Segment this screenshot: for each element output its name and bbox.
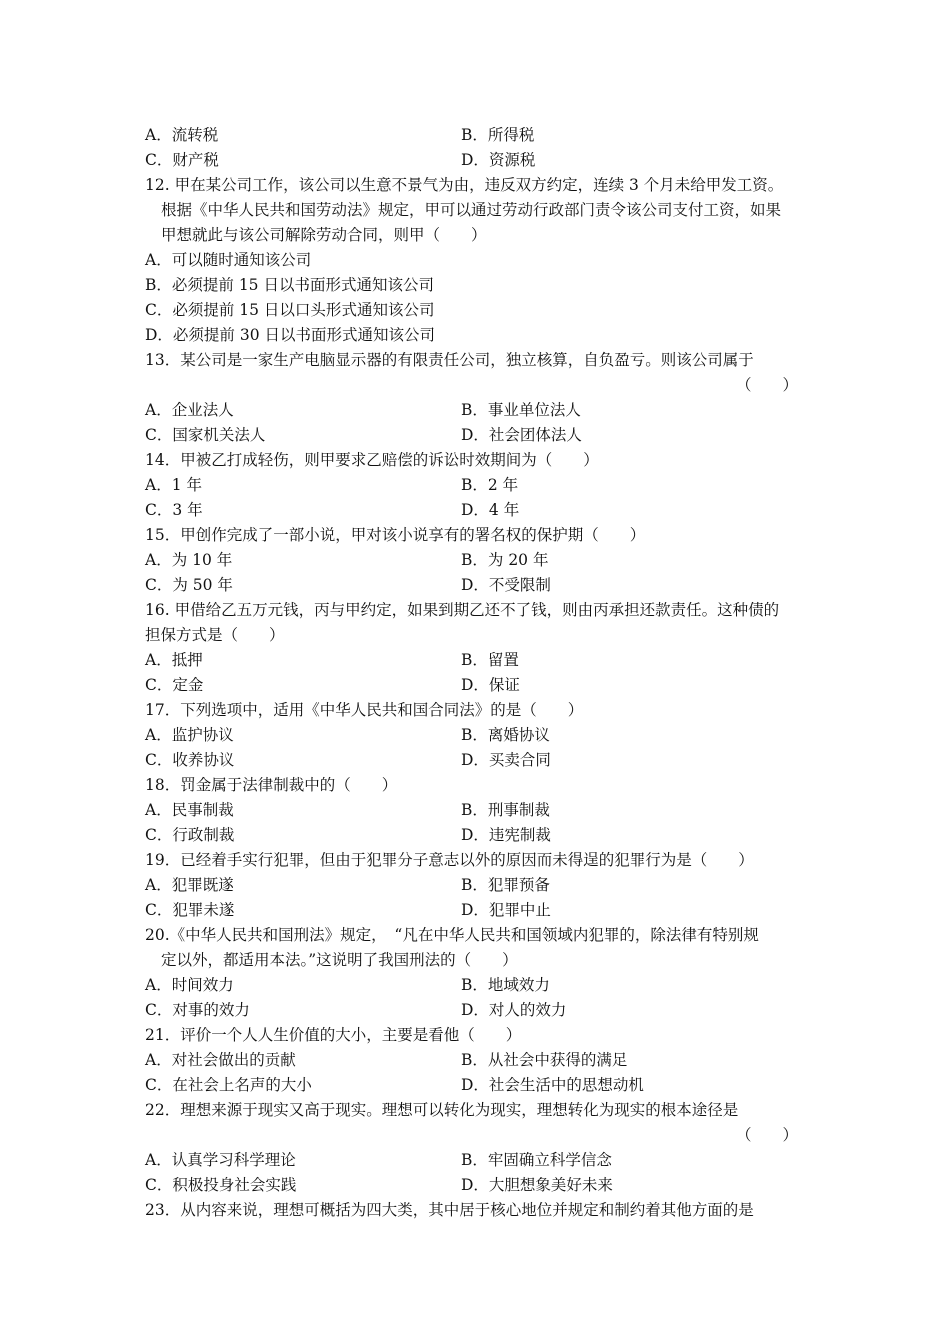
- option-row: [145, 573, 810, 598]
- option-row: [145, 398, 810, 423]
- option-right: B．2 年: [461, 476, 519, 494]
- question-text-line: B．必须提前 15 日以书面形式通知该公司: [145, 276, 434, 294]
- option-right: D．资源税: [461, 151, 536, 169]
- question-text-line: 23．从内容来说，理想可概括为四大类，其中居于核心地位并规定和制约着其他方面的是: [145, 1201, 754, 1219]
- option-left: A．认真学习科学理论: [145, 1151, 296, 1169]
- option-left: A．为 10 年: [145, 551, 233, 569]
- option-row: [145, 123, 810, 148]
- option-left: C．行政制裁: [145, 826, 235, 844]
- option-right: D．违宪制裁: [461, 826, 551, 844]
- option-row: [145, 498, 810, 523]
- option-right: D．保证: [461, 676, 520, 694]
- option-row: [145, 998, 810, 1023]
- option-row: [145, 1048, 810, 1073]
- question-text-line: 19．已经着手实行犯罪，但由于犯罪分子意志以外的原因而未得逞的犯罪行为是（ ）: [145, 851, 754, 869]
- option-left: A．1 年: [145, 476, 202, 494]
- question-text-line: C．必须提前 15 日以口头形式通知该公司: [145, 301, 435, 319]
- option-row: [145, 823, 810, 848]
- option-right: D．买卖合同: [461, 751, 551, 769]
- question-list: [145, 123, 810, 1223]
- option-row: [145, 873, 810, 898]
- option-left: A．时间效力: [145, 976, 234, 994]
- option-left: A．抵押: [145, 651, 203, 669]
- option-row: [145, 148, 810, 173]
- option-right: D．不受限制: [461, 576, 551, 594]
- option-row: [145, 1148, 810, 1173]
- question-text-line: 17．下列选项中，适用《中华人民共和国合同法》的是（ ）: [145, 701, 584, 719]
- option-row: [145, 548, 810, 573]
- option-right: B．犯罪预备: [461, 876, 550, 894]
- option-right: B．离婚协议: [461, 726, 550, 744]
- answer-parentheses: （ ）: [735, 1126, 798, 1144]
- option-row: [145, 898, 810, 923]
- option-row: [145, 723, 810, 748]
- option-row: [145, 423, 810, 448]
- option-right: B．事业单位法人: [461, 401, 581, 419]
- option-left: A．民事制裁: [145, 801, 234, 819]
- question-text-line: 14．甲被乙打成轻伤，则甲要求乙赔偿的诉讼时效期间为（ ）: [145, 451, 599, 469]
- option-right: D．4 年: [461, 501, 520, 519]
- option-left: C．在社会上名声的大小: [145, 1076, 312, 1094]
- option-left: C．3 年: [145, 501, 203, 519]
- option-right: B．牢固确立科学信念: [461, 1151, 612, 1169]
- option-row: [145, 673, 810, 698]
- option-right: D．大胆想象美好未来: [461, 1176, 613, 1194]
- option-right: D．社会团体法人: [461, 426, 582, 444]
- option-right: B．从社会中获得的满足: [461, 1051, 628, 1069]
- question-text-line: 18．罚金属于法律制裁中的（ ）: [145, 776, 398, 794]
- option-left: A．犯罪既遂: [145, 876, 234, 894]
- option-row: [145, 473, 810, 498]
- option-left: C．收养协议: [145, 751, 235, 769]
- option-left: C．定金: [145, 676, 204, 694]
- option-left: C．犯罪未遂: [145, 901, 235, 919]
- option-row: [145, 1073, 810, 1098]
- option-left: C．积极投身社会实践: [145, 1176, 297, 1194]
- option-left: C．对事的效力: [145, 1001, 250, 1019]
- question-text-line: 21．评价一个人人生价值的大小，主要是看他（ ）: [145, 1026, 522, 1044]
- option-left: A．监护协议: [145, 726, 234, 744]
- option-row: [145, 973, 810, 998]
- option-left: C．国家机关法人: [145, 426, 266, 444]
- question-text-line: 12. 甲在某公司工作，该公司以生意不景气为由，违反双方约定，连续 3 个月未给甲发工资。: [145, 176, 784, 194]
- option-right: B．留置: [461, 651, 519, 669]
- option-row: [145, 1173, 810, 1198]
- option-right: B．地域效力: [461, 976, 550, 994]
- option-right: B．刑事制裁: [461, 801, 550, 819]
- question-text-line: 22．理想来源于现实又高于现实。理想可以转化为现实，理想转化为现实的根本途径是: [145, 1101, 739, 1119]
- option-row: [145, 648, 810, 673]
- question-text-line: 15．甲创作完成了一部小说，甲对该小说享有的署名权的保护期（ ）: [145, 526, 646, 544]
- option-left: A．对社会做出的贡献: [145, 1051, 296, 1069]
- option-left: A．企业法人: [145, 401, 234, 419]
- option-right: B．为 20 年: [461, 551, 549, 569]
- question-text-line: 定以外，都适用本法。”这说明了我国刑法的（ ）: [161, 951, 518, 969]
- question-text-line: 担保方式是（ ）: [145, 626, 285, 644]
- question-text-line: 20.《中华人民共和国刑法》规定， “凡在中华人民共和国领域内犯罪的，除法律有特别规: [145, 926, 759, 944]
- option-row: [145, 798, 810, 823]
- question-text-line: 根据《中华人民共和国劳动法》规定，甲可以通过劳动行政部门责令该公司支付工资，如果: [161, 201, 782, 219]
- option-left: C．为 50 年: [145, 576, 233, 594]
- option-row: [145, 748, 810, 773]
- answer-parentheses: （ ）: [735, 376, 798, 394]
- option-left: A．流转税: [145, 126, 219, 144]
- option-right: D．犯罪中止: [461, 901, 551, 919]
- option-right: D．对人的效力: [461, 1001, 567, 1019]
- option-right: B．所得税: [461, 126, 535, 144]
- question-text-line: D．必须提前 30 日以书面形式通知该公司: [145, 326, 436, 344]
- question-text-line: 16. 甲借给乙五万元钱，丙与甲约定，如果到期乙还不了钱，则由丙承担还款责任。这种债的: [145, 601, 780, 619]
- question-text-line: 13．某公司是一家生产电脑显示器的有限责任公司，独立核算，自负盈亏。则该公司属于: [145, 351, 754, 369]
- option-left: C．财产税: [145, 151, 219, 169]
- question-text-line: A．可以随时通知该公司: [145, 251, 312, 269]
- question-text-line: 甲想就此与该公司解除劳动合同，则甲（ ）: [161, 226, 487, 244]
- option-right: D．社会生活中的思想动机: [461, 1076, 644, 1094]
